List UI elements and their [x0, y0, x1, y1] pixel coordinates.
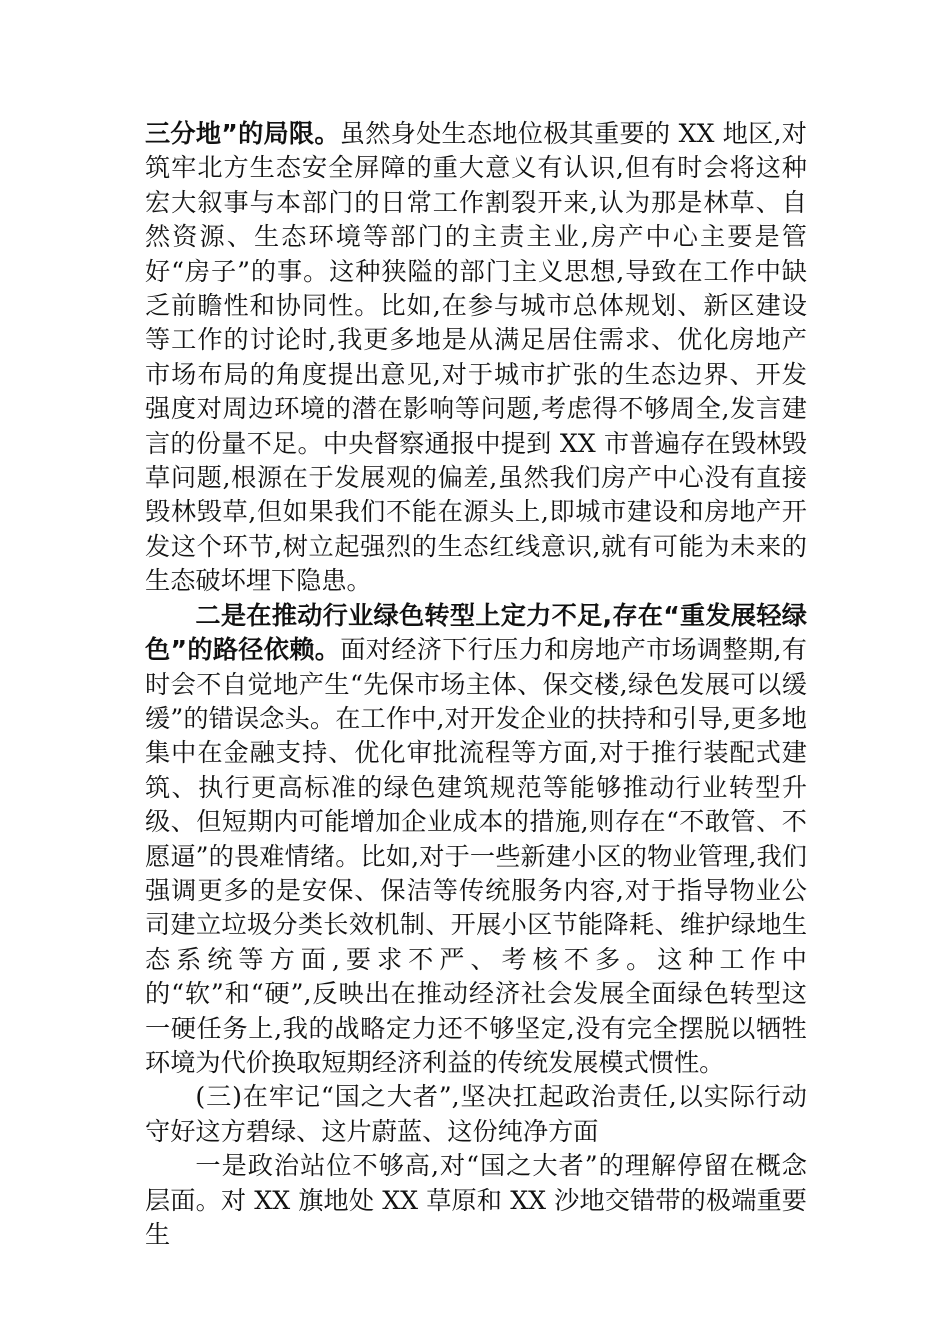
paragraph-4-text: 一是政治站位不够高,对“国之大者”的理解停留在概念层面。对 XX 旗地处 XX 草原和 XX 沙地交错带的极端重要生: [145, 1151, 807, 1249]
paragraph-2-text: 面对经济下行压力和房地产市场调整期,有时会不自觉地产生“先保市场主体、保交楼,绿色发展可以缓缓”的错误念头。在工作中,对开发企业的扶持和引导,更多地集中在金融支持、优化审批流程等方面,对于推行装配式建筑、执行更高标准的绿色建筑规范等能够推动行业转型升级、但短期内可能增加企业成本的措施,则存在“不敢管、不愿逼”的畏难情绪。比如,对于一些新建小区的物业管理,我们强调更多的是安保、保洁等传统服务内容,对于指导物业公司建立垃圾分类长效机制、开展小区节能降耗、维护绿地生态系统等方面,要求不严、考核不多。这种工作中的“软”和“硬”,反映出在推动经济社会发展全面绿色转型这一硬任务上,我的战略定力还不够坚定,没有完全摆脱以牺牲环境为代价换取短期经济利益的传统发展模式惯性。: [145, 635, 807, 1077]
paragraph-1-text: 虽然身处生态地位极其重要的 XX 地区,对筑牢北方生态安全屏障的重大意义有认识,但有时会将这种宏大叙事与本部门的日常工作割裂开来,认为那是林草、自然资源、生态环境等部门的主责主业,房产中心主要是管好“房子”的事。这种狭隘的部门主义思想,导致在工作中缺乏前瞻性和协同性。比如,在参与城市总体规划、新区建设等工作的讨论时,我更多地是从满足居住需求、优化房地产市场布局的角度提出意见,对于城市扩张的生态边界、开发强度对周边环境的潜在影响等问题,考虑得不够周全,发言建言的份量不足。中央督察通报中提到 XX 市普遍存在毁林毁草问题,根源在于发展观的偏差,虽然我们房产中心没有直接毁林毁草,但如果我们不能在源头上,即城市建设和房地产开发这个环节,树立起强烈的生态红线意识,就有可能为未来的生态破坏埋下隐患。: [145, 119, 807, 596]
paragraph-1-bold-lead: 三分地”的局限。: [145, 119, 340, 148]
section-heading-3: [145, 1080, 807, 1149]
paragraph-1: [145, 117, 807, 599]
paragraph-2-bold-lead: 二是在推动行业绿色转型上定力不足,存在“重发展轻绿色”的路径依赖。: [145, 600, 807, 665]
document-body: [145, 117, 807, 1252]
paragraph-2: [145, 599, 807, 1081]
section-heading-3-text: (三)在牢记“国之大者”,坚决扛起政治责任,以实际行动守好这方碧绿、这片蔚蓝、这份纯净方面: [145, 1082, 807, 1146]
paragraph-4: [145, 1149, 807, 1252]
